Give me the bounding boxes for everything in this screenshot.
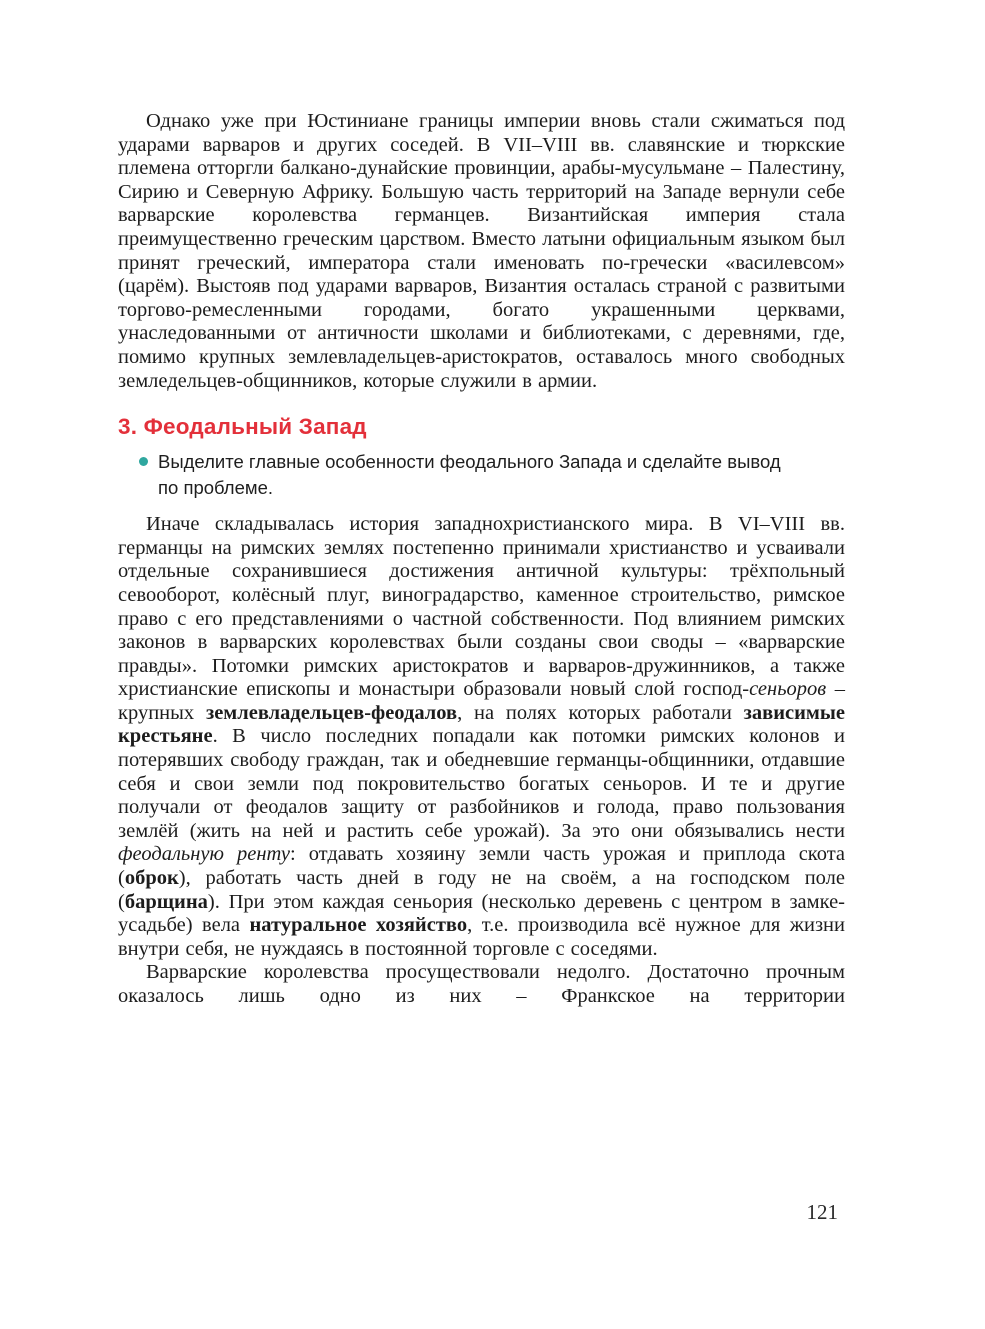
task-text: Выделите главные особенности феодального Запада и сделайте вывод по проблеме. xyxy=(158,451,781,499)
section-heading: 3. Феодальный Запад xyxy=(118,414,367,440)
paragraph-feudal-west: Иначе складывалась история западнохристианского мира. В VI–VIII вв. германцы на римских землях постепенно принимали христианство и усваивали отдельные сохранившиеся достижения античной культуры: трёхпольный севооборот, колёсный плуг, виноградарство, каменное строительство, римское право с его представлениями о частной собственности. Под влиянием римских законов в варварских королевствах были созданы свои своды – «варварские правды». Потомки римских аристократов и варваров-дружинников, а также христианские епископы и монастыри образовали новый слой господ-сеньоров – крупных землевладельцев-феодалов, на полях которых работали зависимые крестьяне. В число последних попадали как потомки римских колонов и потерявших свободу граждан, так и обедневшие германцы-общинники, отдавшие себя и свои земли под покровительство богатых сеньоров. И те и другие получали от феодалов защиту от разбойников и голода, право пользования землёй (жить на ней и растить себе урожай). За это они обязывались нести феодальную ренту: отдавать хозяину земли часть урожая и приплода скота (оброк), работать часть дней в году не на своём, а на господском поле (барщина). При этом каждая сеньория (несколько деревень с центром в замке-усадьбе) вела натуральное хозяйство, т.е. производила всё нужное для жизни внутри себя, не нуждаясь в постоянной торговле с соседями. xyxy=(118,513,846,960)
paragraph-byzantium: Однако уже при Юстиниане границы империи вновь стали сжиматься под ударами варваров и других соседей. В VII–VIII вв. славянские и тюркские племена отторгли балкано-дунайские провинции, арабы-мусульмане – Палестину, Сирию и Северную Африку. Большую часть территорий на Западе вернули себе варварские королевства германцев. Византийская империя стала преимущественно греческим царством. Вместо латыни официальным языком был принят греческий, императора стали именовать по-гречески «василевсом» (царём). Выстояв под ударами варваров, Византия осталась страной с развитыми торгово-ремесленными городами, богато украшенными церквами, унаследованными от античности школами и библиотеками, с деревнями, где, помимо крупных землевладельцев-аристократов, оставалось много свободных земледельцев-общинников, которые служили в армии. xyxy=(118,110,845,392)
task-item xyxy=(118,449,845,501)
page-number: 121 xyxy=(806,1200,838,1224)
text-column xyxy=(118,110,845,1009)
paragraph-barbarian-kingdoms: Варварские королевства просуществовали недолго. Достаточно прочным оказалось лишь одно из них – Франкское на территории xyxy=(118,961,845,1007)
bullet-icon xyxy=(139,457,148,466)
